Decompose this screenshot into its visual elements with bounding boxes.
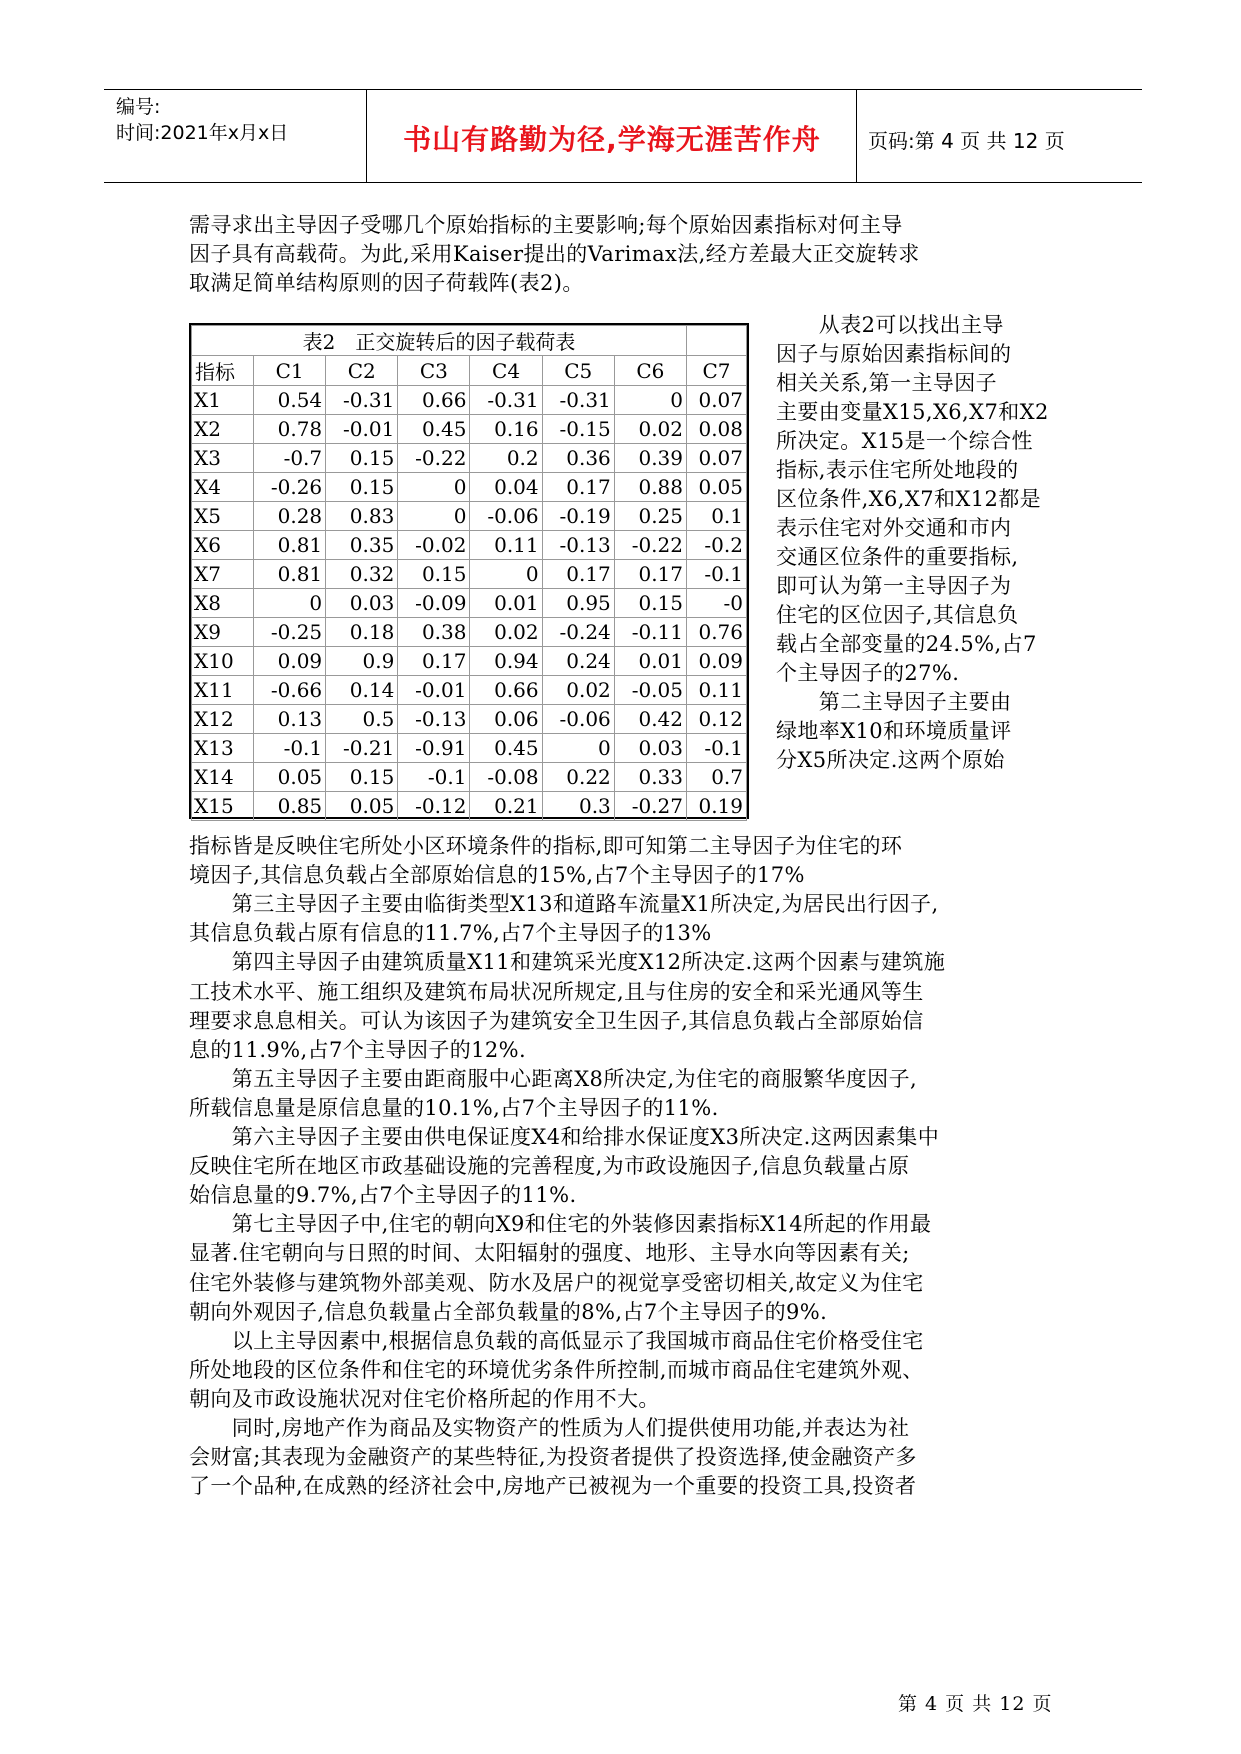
intro-line: 取满足简单结构原则的因子荷载阵(表2)。 (189, 271, 584, 295)
table-cell: 0.19 (687, 792, 747, 821)
table-cell: 0.17 (614, 560, 686, 589)
body-line: 第四主导因子由建筑质量X11和建筑采光度X12所决定.这两个因素与建筑施 (189, 950, 946, 975)
table-cell: 0.05 (254, 763, 326, 792)
table-cell: 0.16 (470, 415, 542, 444)
table-cell: 0.33 (614, 763, 686, 792)
side-line: 住宅的区位因子,其信息负 (776, 603, 1019, 627)
table-cell: 0.17 (542, 473, 614, 502)
table-cell: 0.32 (326, 560, 398, 589)
table-row (192, 792, 747, 821)
table-row-label: X8 (192, 589, 254, 618)
table-cell: -0.1 (687, 734, 747, 763)
table-cell: -0.01 (398, 676, 470, 705)
table-row (192, 560, 747, 589)
table-cell: 0.18 (326, 618, 398, 647)
table-cell: 0.78 (254, 415, 326, 444)
table-row-label: X11 (192, 676, 254, 705)
table-cell: 0.07 (687, 444, 747, 473)
page-footer: 第 4 页 共 12 页 (898, 1693, 1053, 1715)
table-cell: 0.13 (254, 705, 326, 734)
header-top-rule (104, 89, 1142, 90)
table-cell: -0.19 (542, 502, 614, 531)
table-cell: -0.21 (326, 734, 398, 763)
table-cell: 0.28 (254, 502, 326, 531)
body-line: 以上主导因素中,根据信息负载的高低显示了我国城市商品住宅价格受住宅 (189, 1328, 924, 1353)
table-column-header: C4 (470, 356, 542, 386)
body-line: 第三主导因子主要由临街类型X13和道路车流量X1所决定,为居民出行因子, (189, 892, 939, 917)
table-cell: -0.09 (398, 589, 470, 618)
table-cell: 0.2 (470, 444, 542, 473)
header-left-block (116, 94, 288, 146)
table-cell: -0.66 (254, 676, 326, 705)
table-cell: 0.07 (687, 386, 747, 415)
table-cell: 0.76 (687, 618, 747, 647)
body-line: 朝向及市政设施状况对住宅价格所起的作用不大。 (189, 1386, 660, 1411)
body-line: 显著.住宅朝向与日照的时间、太阳辐射的强度、地形、主导水向等因素有关; (189, 1241, 910, 1266)
table-column-header: 指标 (192, 356, 254, 386)
table-cell: -0.91 (398, 734, 470, 763)
header-bottom-rule (104, 182, 1142, 183)
body-line: 指标皆是反映住宅所处小区环境条件的指标,即可知第二主导因子为住宅的环 (189, 834, 903, 858)
table-cell: -0.26 (254, 473, 326, 502)
table-cell: 0.45 (470, 734, 542, 763)
table-cell: -0.1 (254, 734, 326, 763)
body-line: 工技术水平、施工组织及建筑布局状况所规定,且与住房的安全和采光通风等生 (189, 979, 924, 1004)
table-cell: -0.02 (398, 531, 470, 560)
table-cell: 0.15 (326, 444, 398, 473)
table-cell: 0 (254, 589, 326, 618)
table-cell: 0.81 (254, 560, 326, 589)
table-row-label: X15 (192, 792, 254, 821)
table-cell: 0.7 (687, 763, 747, 792)
table-cell: -0.15 (542, 415, 614, 444)
table-row (192, 676, 747, 705)
table-cell: 0.38 (398, 618, 470, 647)
table-column-header: C7 (687, 356, 747, 386)
table-cell: 0.17 (542, 560, 614, 589)
table-row (192, 473, 747, 502)
body-line: 境因子,其信息负载占全部原始信息的15%,占7个主导因子的17% (189, 863, 805, 888)
table-cell: 0.54 (254, 386, 326, 415)
table-cell: 0.15 (614, 589, 686, 618)
side-line: 即可认为第一主导因子为 (776, 574, 1012, 598)
table-cell: 0.02 (470, 618, 542, 647)
table-row-label: X9 (192, 618, 254, 647)
table-row-label: X7 (192, 560, 254, 589)
table-row (192, 444, 747, 473)
table-cell: 0.22 (542, 763, 614, 792)
side-line: 表示住宅对外交通和市内 (776, 516, 1012, 540)
table-cell: -0.27 (614, 792, 686, 821)
side-line: 主要由变量X15,X6,X7和X2 (776, 400, 1049, 424)
body-line: 第六主导因子主要由供电保证度X4和给排水保证度X3所决定.这两因素集中 (189, 1125, 940, 1149)
side-line: 载占全部变量的24.5%,占7 (776, 632, 1037, 656)
table-cell: -0.7 (254, 444, 326, 473)
table-row (192, 647, 747, 676)
table-cell: 0.15 (398, 560, 470, 589)
body-line: 所载信息量是原信息量的10.1%,占7个主导因子的11%. (189, 1095, 719, 1120)
body-line: 会财富;其表现为金融资产的某些特征,为投资者提供了投资选择,使金融资产多 (189, 1445, 917, 1470)
table-cell: 0 (542, 734, 614, 763)
body-line: 第七主导因子中,住宅的朝向X9和住宅的外装修因素指标X14所起的作用最 (189, 1212, 932, 1237)
body-line: 反映住宅所在地区市政基础设施的完善程度,为市政设施因子,信息负载量占原 (189, 1154, 910, 1179)
table-column-header: C2 (326, 356, 398, 386)
table-cell: 0.5 (326, 705, 398, 734)
table-cell: 0.95 (542, 589, 614, 618)
factor-loading-table (189, 323, 749, 819)
table-cell: 0.04 (470, 473, 542, 502)
table-row-label: X1 (192, 386, 254, 415)
header-divider-right (856, 90, 857, 182)
body-line: 第五主导因子主要由距商服中心距离X8所决定,为住宅的商服繁华度因子, (189, 1066, 918, 1091)
table-cell: -0.31 (542, 386, 614, 415)
table-cell: 0.05 (687, 473, 747, 502)
table-row-label: X13 (192, 734, 254, 763)
table-title: 表2 正交旋转后的因子载荷表 (192, 326, 687, 356)
side-line: 相关关系,第一主导因子 (776, 371, 998, 395)
side-line: 绿地率X10和环境质量评 (776, 719, 1012, 743)
table-row-label: X3 (192, 444, 254, 473)
table-row (192, 589, 747, 618)
header-motto: 书山有路勤为径,学海无涯苦作舟 (403, 123, 821, 156)
table-cell: -0.06 (470, 502, 542, 531)
side-line: 交通区位条件的重要指标, (776, 545, 1019, 569)
body-line: 朝向外观因子,信息负载量占全部负载量的8%,占7个主导因子的9%. (189, 1299, 828, 1324)
table-cell: 0.66 (470, 676, 542, 705)
side-line: 第二主导因子主要由 (776, 690, 1012, 714)
table-cell: 0.02 (542, 676, 614, 705)
table-cell: -0 (687, 589, 747, 618)
body-line: 所处地段的区位条件和住宅的环境优劣条件所控制,而城市商品住宅建筑外观、 (189, 1357, 924, 1382)
table-cell: 0.21 (470, 792, 542, 821)
table-row-label: X4 (192, 473, 254, 502)
table-cell: 0.25 (614, 502, 686, 531)
table-row-label: X10 (192, 647, 254, 676)
table-cell: 0.08 (687, 415, 747, 444)
table-cell: 0.83 (326, 502, 398, 531)
table-cell: -0.12 (398, 792, 470, 821)
table-column-header: C5 (542, 356, 614, 386)
table-cell: -0.05 (614, 676, 686, 705)
table-row (192, 386, 747, 415)
table-cell: 0.05 (326, 792, 398, 821)
table-row (192, 502, 747, 531)
table-cell: -0.31 (326, 386, 398, 415)
side-line: 从表2可以找出主导 (776, 313, 1004, 337)
table-cell: 0 (398, 502, 470, 531)
header-number-label: 编号: (116, 96, 161, 118)
body-line: 住宅外装修与建筑物外部美观、防水及居户的视觉享受密切相关,故定义为住宅 (189, 1270, 924, 1295)
table-row (192, 763, 747, 792)
table-cell: 0.35 (326, 531, 398, 560)
table-cell: -0.25 (254, 618, 326, 647)
table-column-header: C6 (614, 356, 686, 386)
table-row (192, 415, 747, 444)
table-cell: 0.12 (687, 705, 747, 734)
side-line: 分X5所决定.这两个原始 (776, 748, 1005, 772)
table-cell: 0.14 (326, 676, 398, 705)
table-cell: 0.17 (398, 647, 470, 676)
table-cell: 0.9 (326, 647, 398, 676)
side-line: 所决定。X15是一个综合性 (776, 429, 1033, 453)
table-row-label: X2 (192, 415, 254, 444)
table-cell: 0.03 (614, 734, 686, 763)
table-cell: -0.22 (614, 531, 686, 560)
table-cell: 0 (398, 473, 470, 502)
body-line: 理要求息息相关。可认为该因子为建筑安全卫生因子,其信息负载占全部原始信 (189, 1008, 924, 1033)
table-cell: -0.1 (687, 560, 747, 589)
table-row (192, 531, 747, 560)
intro-line: 需寻求出主导因子受哪几个原始指标的主要影响;每个原始因素指标对何主导 (189, 213, 903, 237)
table-cell: 0.36 (542, 444, 614, 473)
table-cell: 0.01 (470, 589, 542, 618)
table-cell: -0.06 (542, 705, 614, 734)
table-cell: 0.81 (254, 531, 326, 560)
table-cell: 0.11 (687, 676, 747, 705)
table-cell: 0.03 (326, 589, 398, 618)
table-row-label: X5 (192, 502, 254, 531)
table-cell: -0.31 (470, 386, 542, 415)
table-cell: 0.06 (470, 705, 542, 734)
table-row (192, 734, 747, 763)
side-line: 指标,表示住宅所处地段的 (776, 458, 1019, 482)
table-column-header: C1 (254, 356, 326, 386)
body-line: 息的11.9%,占7个主导因子的12%. (189, 1037, 527, 1062)
table-cell: -0.2 (687, 531, 747, 560)
table-cell: 0.66 (398, 386, 470, 415)
table-cell: 0.88 (614, 473, 686, 502)
table-title-blank-cell (687, 326, 747, 356)
header-page-label: 页码:第 4 页 共 12 页 (868, 129, 1065, 153)
table-cell: -0.24 (542, 618, 614, 647)
header-time-label: 时间:2021年x月x日 (116, 122, 289, 144)
body-line: 了一个品种,在成熟的经济社会中,房地产已被视为一个重要的投资工具,投资者 (189, 1474, 917, 1499)
table-cell: 0.09 (687, 647, 747, 676)
table-cell: 0.94 (470, 647, 542, 676)
table-cell: 0 (470, 560, 542, 589)
table-row (192, 705, 747, 734)
header-divider-left (366, 90, 367, 182)
table-cell: -0.13 (398, 705, 470, 734)
table-cell: 0.11 (470, 531, 542, 560)
side-line: 区位条件,X6,X7和X12都是 (776, 487, 1042, 511)
table-cell: 0.42 (614, 705, 686, 734)
table-cell: 0.39 (614, 444, 686, 473)
table-cell: 0.45 (398, 415, 470, 444)
table-row (192, 618, 747, 647)
table-row-label: X6 (192, 531, 254, 560)
table-row-label: X14 (192, 763, 254, 792)
table-cell: -0.22 (398, 444, 470, 473)
table-cell: 0.85 (254, 792, 326, 821)
body-line: 其信息负载占原有信息的11.7%,占7个主导因子的13% (189, 921, 712, 946)
table-row-label: X12 (192, 705, 254, 734)
table-cell: 0.09 (254, 647, 326, 676)
table-cell: -0.08 (470, 763, 542, 792)
side-line: 因子与原始因素指标间的 (776, 342, 1012, 366)
table-cell: -0.13 (542, 531, 614, 560)
table-cell: 0.1 (687, 502, 747, 531)
body-line: 始信息量的9.7%,占7个主导因子的11%. (189, 1183, 577, 1208)
intro-line: 因子具有高载荷。为此,采用Kaiser提出的Varimax法,经方差最大正交旋转求 (189, 242, 920, 266)
side-line: 个主导因子的27%. (776, 661, 960, 685)
table-cell: 0.24 (542, 647, 614, 676)
table-cell: 0.01 (614, 647, 686, 676)
table-cell: 0.15 (326, 763, 398, 792)
table-column-header: C3 (398, 356, 470, 386)
table-cell: 0.3 (542, 792, 614, 821)
body-line: 同时,房地产作为商品及实物资产的性质为人们提供使用功能,并表达为社 (189, 1416, 910, 1440)
table-cell: 0 (614, 386, 686, 415)
table-cell: 0.02 (614, 415, 686, 444)
table-cell: -0.11 (614, 618, 686, 647)
table-cell: 0.15 (326, 473, 398, 502)
table-cell: -0.01 (326, 415, 398, 444)
table-cell: -0.1 (398, 763, 470, 792)
